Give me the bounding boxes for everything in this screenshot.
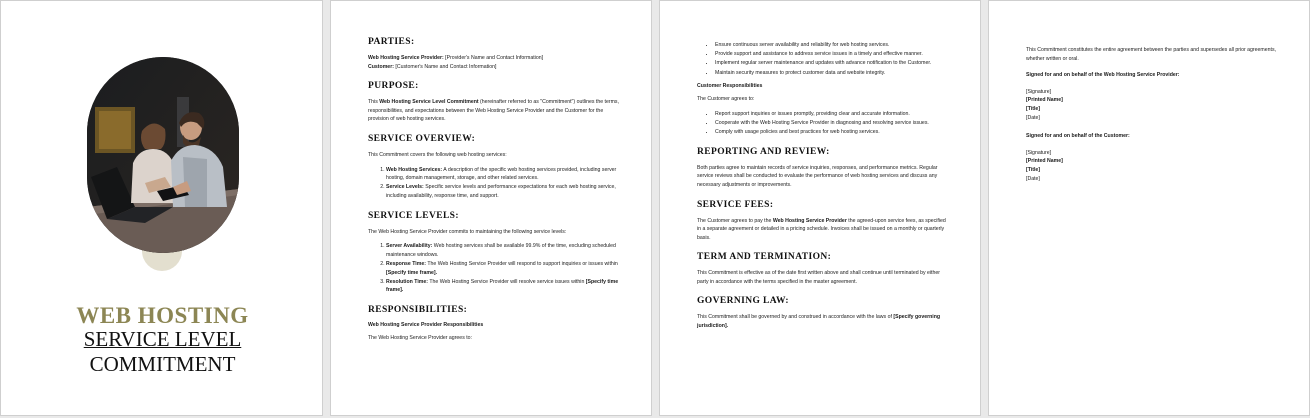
fees-pre: The Customer agrees to pay the [697, 217, 773, 224]
document-page-3 [659, 0, 981, 416]
purpose-post: (hereinafter referred to as "Commitment") outlines the terms, responsibilities, and expectations between the Web Hosting Service Provider and the Customer for the provision of web hosting services. [368, 99, 619, 123]
list-item: • Report support inquiries or issues promptly, providing clear and accurate information. [715, 110, 950, 119]
item-label: Resolution Time: [386, 278, 428, 285]
sign-provider-heading [1026, 71, 1279, 80]
list-item: • Ensure continuous server availability and reliability for web hosting services. [715, 41, 950, 50]
cover-title-line-1: WEB HOSTING [76, 303, 249, 328]
document-page-2 [330, 0, 652, 416]
reporting-heading: REPORTING AND REVIEW: [697, 146, 830, 157]
law-bold: [Specify governing jurisdiction]. [697, 314, 941, 330]
customer-printed-name [1026, 157, 1279, 166]
levels-list [368, 242, 621, 295]
service-levels-heading: SERVICE LEVELS: [368, 210, 459, 221]
purpose-pre: This [368, 99, 380, 106]
customer-signature: [Signature] [1026, 149, 1052, 156]
list-item [386, 166, 621, 183]
item-text: Web hosting services shall be available 99.9% of the time, excluding scheduled maintenance windows. [386, 243, 616, 258]
item-text: The Web Hosting Service Provider will resolve service issues within [427, 278, 586, 285]
item-label: Server Availability: [386, 243, 433, 250]
purpose-text [368, 98, 621, 124]
provider-title [1026, 105, 1279, 114]
responsibilities-heading: RESPONSIBILITIES: [368, 304, 468, 315]
term-text: This Commitment is effective as of the date first written above and shall continue until terminated by either party in accordance with the terms specified in the master agreement. [697, 270, 940, 285]
customer-intro: The Customer agrees to: [697, 96, 755, 103]
provider-responsibilities-heading: Web Hosting Service Provider Responsibilities [368, 321, 484, 328]
list-item [386, 183, 621, 200]
item-text: The Web Hosting Service Provider will respond to support inquiries or issues within [425, 260, 618, 267]
levels-intro: The Web Hosting Service Provider commits to maintaining the following service levels: [368, 228, 567, 235]
list-item: • Implement regular server maintenance and updates with advance notification to the Customer. [715, 59, 950, 68]
document-page-4 [988, 0, 1310, 416]
entire-agreement-text: This Commitment constitutes the entire agreement between the parties and supersedes all prior agreements, whether written or oral. [1026, 47, 1276, 62]
parties-heading: PARTIES: [368, 37, 415, 47]
customer-title [1026, 166, 1279, 175]
provider-signature: [Signature] [1026, 88, 1052, 95]
cover-page [0, 0, 323, 416]
sign-customer-heading [1026, 132, 1279, 141]
sign-provider-label: Signed for and on behalf of the Web Hosting Service Provider: [1026, 72, 1180, 79]
provider-printed-name [1026, 96, 1279, 105]
item-label: Service Levels: [386, 184, 424, 191]
title-label: [Title] [1026, 105, 1041, 112]
customer-responsibilities-heading: Customer Responsibilities [697, 83, 763, 90]
provider-line [368, 54, 621, 63]
item-label: Response Time: [386, 260, 426, 267]
overview-intro: This Commitment covers the following web hosting services: [368, 151, 507, 158]
law-pre: This Commitment shall be governed by and construed in accordance with the laws of [697, 314, 894, 321]
customer-date: [Date] [1026, 175, 1040, 182]
provider-date: [Date] [1026, 114, 1040, 121]
customer-label: Customer: [368, 63, 394, 70]
cover-title-line-3: COMMITMENT [89, 352, 236, 376]
list-item [386, 278, 621, 295]
item-text: Specific service levels and performance expectations for each web hosting service, including availability, response time, and support. [386, 184, 616, 199]
list-item [386, 260, 621, 277]
item-text: A description of the specific web hosting services provided, including server hosting, domain management, storage, and other related services. [386, 166, 617, 182]
fees-post: the agreed-upon service fees, as specified in a separate agreement or detailed in a pricing schedule. Invoices shall be issued on a monthly or quarterly basis. [697, 217, 946, 241]
governing-law-heading: GOVERNING LAW: [697, 296, 789, 307]
overview-list [368, 166, 621, 201]
customer-value: [Customer's Name and Contact Information] [393, 63, 497, 70]
item-tail: [Specify time frame]. [386, 278, 619, 294]
printed-name-label: [Printed Name] [1026, 97, 1063, 104]
purpose-bold: Web Hosting Service Level Commitment [379, 99, 479, 106]
service-overview-heading: SERVICE OVERVIEW: [368, 133, 476, 144]
title-label: [Title] [1026, 166, 1041, 173]
list-item: • Maintain security measures to protect customer data and website integrity. [715, 69, 950, 78]
list-item: • Cooperate with the Web Hosting Service Provider in diagnosing and resolving service issues. [715, 119, 950, 128]
reporting-text: Both parties agree to maintain records of service inquiries, responses, and performance metrics. Regular service reviews shall be conducted to evaluate the performance of web hosting services and discuss any necessary adjustments or improvements. [697, 164, 938, 188]
service-fees-heading: SERVICE FEES: [697, 199, 774, 210]
fees-text [697, 217, 950, 243]
cover-photo [87, 57, 239, 253]
item-tail: [Specify time frame]. [386, 269, 438, 276]
list-item [386, 242, 621, 259]
item-label: Web Hosting Services: [386, 166, 443, 173]
printed-name-label: [Printed Name] [1026, 158, 1063, 165]
customer-responsibilities-list [697, 110, 950, 137]
list-item: • Provide support and assistance to address service issues in a timely and effective manner. [715, 50, 950, 59]
provider-resp-intro: The Web Hosting Service Provider agrees to: [368, 334, 472, 341]
term-heading: TERM AND TERMINATION: [697, 252, 832, 263]
customer-line [368, 63, 621, 72]
cover-title-line-2: SERVICE LEVEL [83, 327, 242, 351]
list-item: • Comply with usage policies and best practices for web hosting services. [715, 128, 950, 137]
provider-label: Web Hosting Service Provider: [368, 55, 444, 61]
fees-bold: Web Hosting Service Provider [772, 217, 847, 224]
provider-value: [Provider's Name and Contact Information] [443, 55, 544, 61]
purpose-heading: PURPOSE: [368, 81, 419, 92]
sign-customer-label: Signed for and on behalf of the Customer: [1026, 133, 1130, 140]
law-text [697, 313, 950, 330]
provider-responsibilities-list [697, 41, 950, 77]
